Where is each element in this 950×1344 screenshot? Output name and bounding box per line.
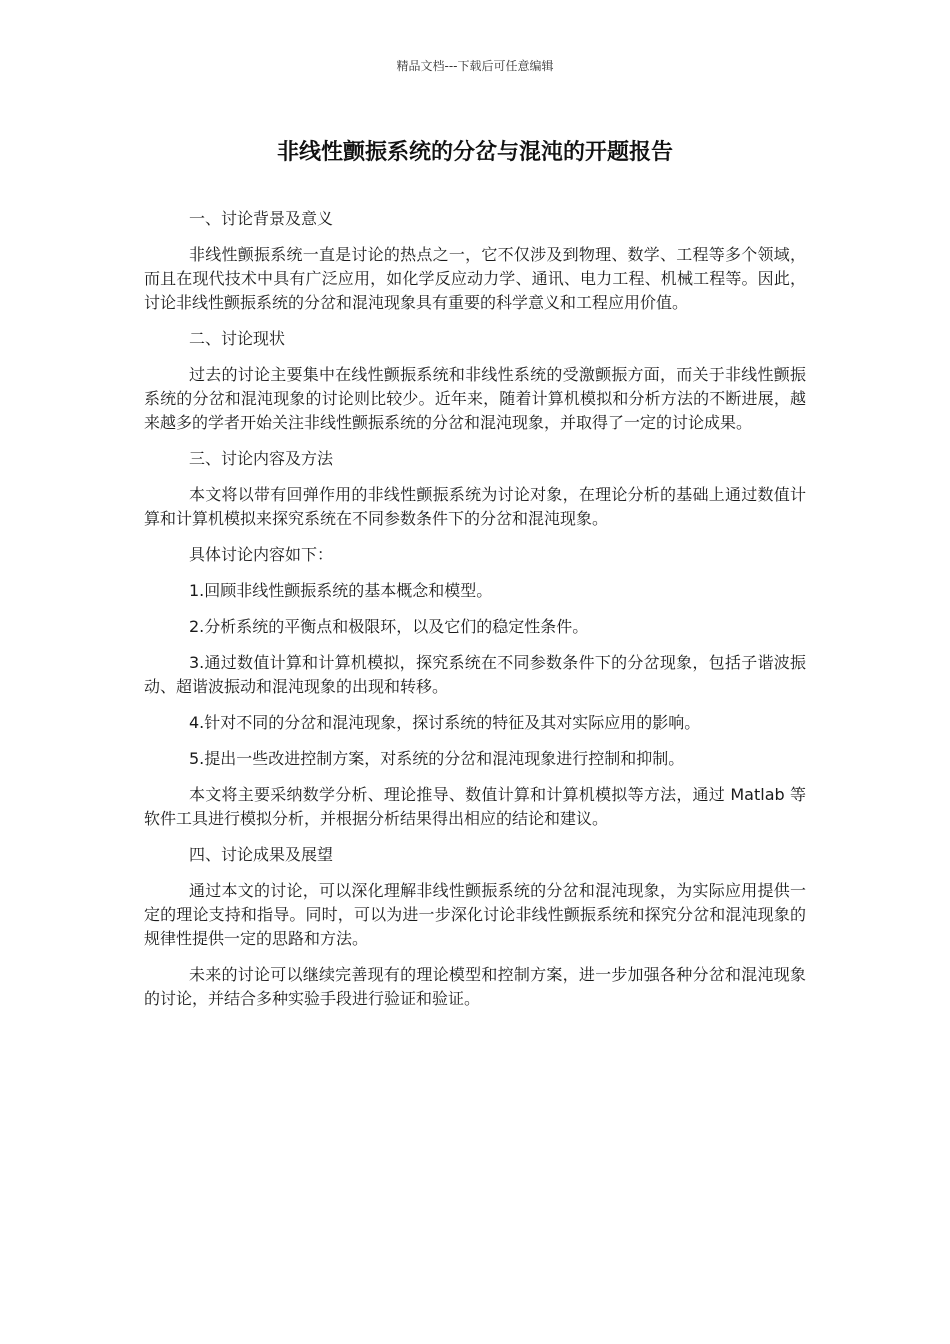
section-heading: 三、讨论内容及方法 bbox=[189, 449, 334, 468]
paragraph: 具体讨论内容如下： bbox=[189, 545, 334, 564]
paragraph: 未来的讨论可以继续完善现有的理论模型和控制方案，进一步加强各种分岔和混沌现象的讨论，并结合多种实验手段进行验证和验证。 bbox=[144, 965, 806, 1008]
paragraph: 本文将以带有回弹作用的非线性颤振系统为讨论对象，在理论分析的基础上通过数值计算和计算机模拟来探究系统在不同参数条件下的分岔和混沌现象。 bbox=[144, 485, 806, 528]
list-item: 5.提出一些改进控制方案，对系统的分岔和混沌现象进行控制和抑制。 bbox=[189, 749, 685, 768]
section-heading: 一、讨论背景及意义 bbox=[189, 209, 334, 228]
header-note: 精品文档---下载后可任意编辑 bbox=[396, 59, 554, 73]
section-heading: 二、讨论现状 bbox=[189, 329, 286, 348]
paragraph: 过去的讨论主要集中在线性颤振系统和非线性系统的受激颤振方面，而关于非线性颤振系统的分岔和混沌现象的讨论则比较少。近年来，随着计算机模拟和分析方法的不断进展，越来越多的学者开始关注非线性颤振系统的分岔和混沌现象，并取得了一定的讨论成果。 bbox=[144, 365, 806, 432]
list-item: 4.针对不同的分岔和混沌现象，探讨系统的特征及其对实际应用的影响。 bbox=[189, 713, 701, 732]
document-body bbox=[144, 207, 806, 1023]
list-item: 2.分析系统的平衡点和极限环，以及它们的稳定性条件。 bbox=[189, 617, 589, 636]
paragraph: 非线性颤振系统一直是讨论的热点之一，它不仅涉及到物理、数学、工程等多个领域，而且在现代技术中具有广泛应用，如化学反应动力学、通讯、电力工程、机械工程等。因此，讨论非线性颤振系统的分岔和混沌现象具有重要的科学意义和工程应用价值。 bbox=[144, 245, 806, 312]
list-item: 3.通过数值计算和计算机模拟，探究系统在不同参数条件下的分岔现象，包括子谐波振动、超谐波振动和混沌现象的出现和转移。 bbox=[144, 653, 806, 696]
section-heading: 四、讨论成果及展望 bbox=[189, 845, 334, 864]
paragraph: 本文将主要采纳数学分析、理论推导、数值计算和计算机模拟等方法，通过 Matlab 等软件工具进行模拟分析，并根据分析结果得出相应的结论和建议。 bbox=[144, 785, 806, 828]
document-title: 非线性颤振系统的分岔与混沌的开题报告 bbox=[276, 140, 673, 165]
paragraph: 通过本文的讨论，可以深化理解非线性颤振系统的分岔和混沌现象，为实际应用提供一定的理论支持和指导。同时，可以为进一步深化讨论非线性颤振系统和探究分岔和混沌现象的规律性提供一定的思路和方法。 bbox=[144, 881, 806, 948]
list-item: 1.回顾非线性颤振系统的基本概念和模型。 bbox=[189, 581, 493, 600]
